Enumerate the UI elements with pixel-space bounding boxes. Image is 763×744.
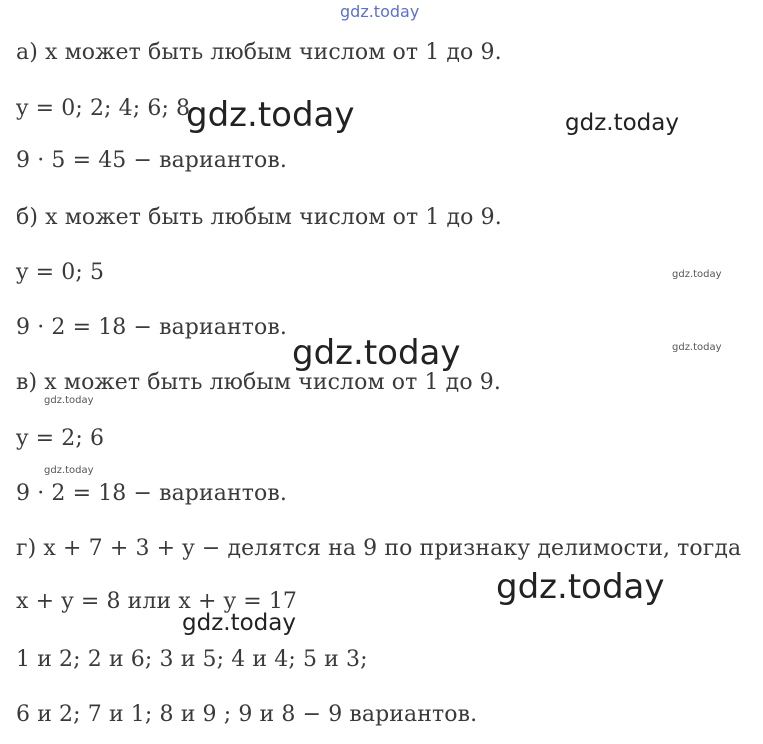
watermark-large-1: gdz.today xyxy=(186,95,355,135)
line-b-result: 9 · 2 = 18 − вариантов. xyxy=(16,315,287,340)
line-d-sum-options: x + y = 8 или x + y = 17 xyxy=(16,589,298,614)
line-b-condition: б) x может быть любым числом от 1 до 9. xyxy=(16,205,502,230)
watermark-tiny-2: gdz.today xyxy=(672,342,722,353)
line-d-pairs-2: 6 и 2; 7 и 1; 8 и 9 ; 9 и 8 − 9 вариантов. xyxy=(16,702,478,727)
watermark-tiny-3: gdz.today xyxy=(44,395,94,406)
line-a-y-values: y = 0; 2; 4; 6; 8 xyxy=(16,96,191,121)
watermark-tiny-1: gdz.today xyxy=(672,269,722,280)
watermark-large-3: gdz.today xyxy=(496,567,665,607)
watermark-top: gdz.today xyxy=(340,2,420,21)
line-a-condition: а) x может быть любым числом от 1 до 9. xyxy=(16,40,502,65)
line-d-pairs-1: 1 и 2; 2 и 6; 3 и 5; 4 и 4; 5 и 3; xyxy=(16,647,368,672)
watermark-medium-2: gdz.today xyxy=(182,610,296,636)
line-c-result: 9 · 2 = 18 − вариантов. xyxy=(16,481,287,506)
line-a-result: 9 · 5 = 45 − вариантов. xyxy=(16,148,287,173)
watermark-large-2: gdz.today xyxy=(292,333,461,373)
line-c-condition: в) x может быть любым числом от 1 до 9. xyxy=(16,370,501,395)
line-b-y-values: y = 0; 5 xyxy=(16,260,105,285)
line-d-condition: г) x + 7 + 3 + y − делятся на 9 по признаку делимости, тогда xyxy=(16,536,742,561)
watermark-medium-1: gdz.today xyxy=(565,110,679,136)
watermark-tiny-4: gdz.today xyxy=(44,465,94,476)
line-c-y-values: y = 2; 6 xyxy=(16,426,105,451)
